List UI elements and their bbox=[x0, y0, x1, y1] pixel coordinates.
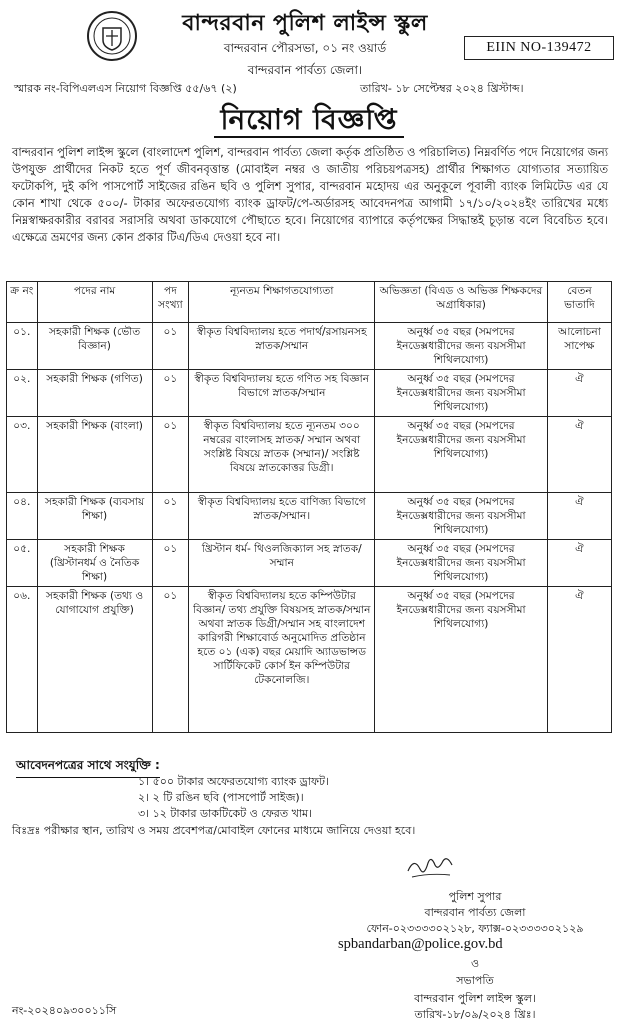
municipality: বান্দরবান পৌরসভা, ০১ নং ওয়ার্ড bbox=[223, 41, 387, 55]
header-count: পদ সংখ্যা bbox=[152, 282, 189, 323]
notice-title-text: নিয়োগ বিজ্ঞপ্তি bbox=[214, 103, 403, 138]
table-row bbox=[7, 493, 612, 540]
row-salary: ঐ bbox=[547, 540, 611, 587]
footnote: বিঃদ্রঃ পরীক্ষার স্থান, তারিখ ও সময় প্রবেশপত্র/মোবাইল ফোনের মাধ্যমে জানিয়ে দেওয়া হবে। bbox=[12, 824, 416, 837]
notice-date: তারিখ- ১৮ সেপ্টেম্বর ২০২৪ খ্রিস্টাব্দ। bbox=[360, 82, 524, 95]
row-education: স্বীকৃত বিশ্ববিদ্যালয় হতে পদার্থ/রসায়নসহ স্নাতক/সম্মান bbox=[189, 323, 375, 370]
header-post: পদের নাম bbox=[37, 282, 152, 323]
row-count: ০১ bbox=[152, 323, 189, 370]
row-experience: অনুর্ধ্ব ৩৫ বছর (সমপদের ইনডেক্সধারীদের জন্য বয়সসীমা শিথিলযোগ্য) bbox=[375, 540, 548, 587]
header-serial: ক্র নং bbox=[7, 282, 38, 323]
row-experience: অনুর্ধ্ব ৩৫ বছর (সমপদের ইনডেক্সধারীদের জন্য বয়সসীমা শিথিলযোগ্য) bbox=[375, 493, 548, 540]
school-logo bbox=[86, 10, 138, 62]
row-experience: অনুর্ধ্ব ৩৫ বছর (সমপদের ইনডেক্সধারীদের জন্য বয়সসীমা শিথিলযোগ্য) bbox=[375, 587, 548, 733]
table-row bbox=[7, 540, 612, 587]
table-header-row bbox=[7, 282, 612, 323]
row-education: স্বীকৃত বিশ্ববিদ্যালয় হতে বাণিজ্য বিভাগে স্নাতক/সম্মান। bbox=[189, 493, 375, 540]
row-post: সহকারী শিক্ষক (ব্যবসায় শিক্ষা) bbox=[37, 493, 152, 540]
chairman-title: সভাপতি bbox=[456, 974, 494, 987]
row-salary: ঐ bbox=[547, 370, 611, 417]
row-serial: ০৪. bbox=[7, 493, 38, 540]
school-name: বান্দরবান পুলিশ লাইন্স স্কুল bbox=[182, 11, 428, 36]
row-post: সহকারী শিক্ষক (তথ্য ও যোগাযোগ প্রযুক্তি) bbox=[37, 587, 152, 733]
table-row bbox=[7, 587, 612, 733]
table-row bbox=[7, 370, 612, 417]
header-experience: অভিজ্ঞতা (বিএড ও অভিজ্ঞ শিক্ষকদের অগ্রাধিকার) bbox=[375, 282, 548, 323]
signatory-email: spbandarban@police.gov.bd bbox=[338, 936, 503, 952]
table-row bbox=[7, 323, 612, 370]
row-count: ০১ bbox=[152, 370, 189, 417]
signatory-designation: পুলিশ সুপার bbox=[448, 890, 502, 903]
conjunction: ও bbox=[470, 957, 480, 970]
row-serial: ০২. bbox=[7, 370, 38, 417]
table-row bbox=[7, 417, 612, 493]
eiin-box: EIIN NO-139472 bbox=[464, 36, 614, 60]
attachment-item: ৩। ১২ টাকার ডাকটিকেট ও ফেরত খাম। bbox=[138, 807, 313, 820]
row-serial: ০১. bbox=[7, 323, 38, 370]
row-experience: অনুর্ধ্ব ৩৫ বছর (সমপদের ইনডেক্সধারীদের জন্য বয়সসীমা শিথিলযোগ্য) bbox=[375, 417, 548, 493]
district: বান্দরবান পার্বত্য জেলা। bbox=[247, 63, 363, 77]
memo-reference: স্মারক নং-বিপিএলএস নিয়োগ বিজ্ঞপ্তি ৫৫/৬৭ (২) bbox=[14, 82, 237, 95]
row-post: সহকারী শিক্ষক (খ্রিস্টানধর্ম ও নৈতিক শিক্ষা) bbox=[37, 540, 152, 587]
row-experience: অনুর্ধ্ব ৩৫ বছর (সমপদের ইনডেক্সধারীদের জন্য বয়সসীমা শিথিলযোগ্য) bbox=[375, 370, 548, 417]
row-post: সহকারী শিক্ষক (ভৌত বিজ্ঞান) bbox=[37, 323, 152, 370]
header-education: ন্যূনতম শিক্ষাগতযোগ্যতা bbox=[189, 282, 375, 323]
signatory-phone: ফোন-০২৩৩৩৩০২১২৮, ফ্যাক্স-০২৩৩৩৩০২১২৯ bbox=[366, 922, 584, 935]
memo-footer: নং-২০২৪০৯৩০০১১সি bbox=[12, 1004, 117, 1017]
signature-date: তারিখ-১৮/০৯/২০২৪ খ্রিঃ। bbox=[414, 1008, 536, 1021]
row-salary: ঐ bbox=[547, 417, 611, 493]
row-education: স্বীকৃত বিশ্ববিদ্যালয় হতে গণিত সহ বিজ্ঞান বিভাগে স্নাতক/সম্মান bbox=[189, 370, 375, 417]
intro-paragraph: বান্দরবান পুলিশ লাইন্স স্কুলে (বাংলাদেশ পুলিশ, বান্দরবান পার্বত্য জেলা কর্তৃক প্রতিষ্ঠিত ও পরিচালিত) নিম্নবর্ণিত পদে নিয়োগের জন্য উপযুক্ত প্রার্থীদের নিকট হতে পূর্ণ জীবনবৃত্তান্ত (মোবাইল নম্বর ও জাতীয় পরিচয়পত্রসহ) প্রার্থীর শিক্ষাগত যোগ্যতার সত্যায়িত ফটোকপি, দুই কপি পাসপোর্ট সাইজের রঙিন ছবি ও পুলিশ সুপার, বান্দরবান মহোদয় এর অনুকূলে পূবালী ব্যাংক লিমিটেড এর যে কোন শাখা থেকে ৫০০/- টাকার অফেরতযোগ্য ব্যাংক ড্রাফট/পে-অর্ডারসহ আবেদনপত্র আগামী ১৭/১০/২০২৪ইং তারিখের মধ্যে নিম্নস্বাক্ষরকারীর বরাবর সরাসরি অথবা ডাকযোগে পৌছাতে হবে। নিয়োগের ব্যাপারে কর্তৃপক্ষের সিদ্ধান্তই চূড়ান্ত বলে বিবেচিত হবে। এক্ষেত্রে ভ্রমণের জন্য কোন প্রকার টিএ/ডিএ দেওয়া হবে না। bbox=[12, 145, 608, 244]
signature-scribble bbox=[404, 853, 456, 883]
notice-title bbox=[0, 98, 618, 145]
row-education: স্বীকৃত বিশ্ববিদ্যালয় হতে ন্যূনতম ৩০০ নম্বরের বাংলাসহ স্নাতক/ সম্মান অথবা সংশ্লিষ্ট বিষয়ে স্নাতক (সম্মান)/ সংশ্লিষ্ট বিষয়ে স্নাতকোত্তর ডিগ্রী। bbox=[189, 417, 375, 493]
row-count: ০১ bbox=[152, 493, 189, 540]
row-experience: অনুর্ধ্ব ৩৫ বছর (সমপদের ইনডেক্সধারীদের জন্য বয়সসীমা শিথিলযোগ্য) bbox=[375, 323, 548, 370]
attachment-item: ২। ২ টি রঙিন ছবি (পাসপোর্ট সাইজ)। bbox=[138, 791, 304, 804]
header-salary: বেতন ভাতাদি bbox=[547, 282, 611, 323]
row-education: স্বীকৃত বিশ্ববিদ্যালয় হতে কম্পিউটার বিজ্ঞান/ তথ্য প্রযুক্তি বিষয়সহ স্নাতক/সম্মান অথবা স্নাতক ডিগ্রী/সম্মান সহ বাংলাদেশ কারিগরী শিক্ষাবোর্ড অনুমোদিত প্রতিষ্ঠান হতে ০১ (এক) বছর মেয়াদি অ্যাডভান্সড সার্টিফিকেট কোর্স ইন কম্পিউটার টেকনোলজি। bbox=[189, 587, 375, 733]
row-count: ০১ bbox=[152, 587, 189, 733]
row-count: ০১ bbox=[152, 417, 189, 493]
row-salary: ঐ bbox=[547, 587, 611, 733]
chairman-school: বান্দরবান পুলিশ লাইন্স স্কুল। bbox=[414, 992, 536, 1005]
row-post: সহকারী শিক্ষক (বাংলা) bbox=[37, 417, 152, 493]
vacancy-table bbox=[6, 281, 612, 733]
row-education: খ্রিস্টান ধর্ম- থিওলজিক্যাল সহ স্নাতক/সম্মান bbox=[189, 540, 375, 587]
row-serial: ০৫. bbox=[7, 540, 38, 587]
row-salary: আলোচনা সাপেক্ষ bbox=[547, 323, 611, 370]
row-serial: ০৩. bbox=[7, 417, 38, 493]
row-count: ০১ bbox=[152, 540, 189, 587]
row-serial: ০৬. bbox=[7, 587, 38, 733]
row-salary: ঐ bbox=[547, 493, 611, 540]
signatory-office: বান্দরবান পার্বত্য জেলা bbox=[424, 906, 526, 919]
attachments-title: আবেদনপত্রের সাথে সংযুক্তি : bbox=[16, 757, 160, 778]
attachment-item: ১। ৫০০ টাকার অফেরতযোগ্য ব্যাংক ড্রাফট। bbox=[138, 775, 329, 788]
row-post: সহকারী শিক্ষক (গণিত) bbox=[37, 370, 152, 417]
